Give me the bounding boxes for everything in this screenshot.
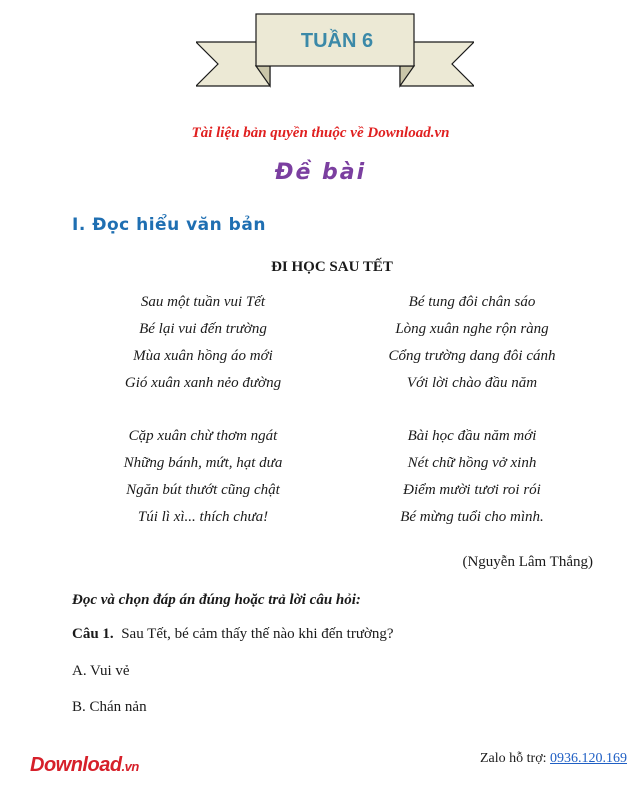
poem-title: ĐI HỌC SAU TẾT (271, 259, 393, 275)
poem-line: Bé mừng tuổi cho mình. (400, 509, 544, 525)
copyright-notice: Tài liệu bản quyền thuộc về Download.vn (191, 125, 450, 141)
exam-title: Đề bài (274, 160, 367, 185)
poem-line: Điểm mười tươi roi rói (403, 482, 541, 498)
poem-line: Cổng trường dang đôi cánh (388, 348, 556, 364)
poem-line: Túi lì xì... thích chưa! (137, 509, 269, 525)
answer-option-b: B. Chán nản (72, 699, 147, 715)
poem-line: Lòng xuân nghe rộn ràng (395, 321, 549, 337)
question-label: Câu 1. (72, 626, 114, 642)
poem-line: Mùa xuân hồng áo mới (133, 348, 273, 364)
question-text: Sau Tết, bé cảm thấy thế nào khi đến trường? (121, 626, 394, 642)
poem-line: Ngăn bút thướt cũng chật (126, 482, 280, 498)
download-logo[interactable] (30, 754, 139, 777)
poem-line: Những bánh, mứt, hạt dưa (123, 455, 283, 471)
poem-line: Cặp xuân chừ thơm ngát (128, 428, 278, 444)
poem-line: Bài học đầu năm mới (407, 428, 537, 444)
poem-author: (Nguyễn Lâm Thắng) (462, 554, 593, 570)
section-heading: I. Đọc hiểu văn bản (72, 215, 266, 235)
poem-line: Bé lại vui đến trường (139, 321, 267, 337)
poem-line: Gió xuân xanh nẻo đường (124, 375, 282, 391)
logo-text: Download (30, 754, 122, 776)
instruction-text: Đọc và chọn đáp án đúng hoặc trả lời câu hỏi: (72, 592, 361, 608)
question-1 (72, 626, 394, 643)
zalo-support (480, 751, 627, 767)
zalo-label: Zalo hỗ trợ: (480, 751, 547, 766)
zalo-phone-link[interactable]: 0936.120.169 (550, 751, 627, 766)
poem-line: Với lời chào đầu năm (406, 375, 538, 391)
poem-line: Bé tung đôi chân sáo (408, 294, 536, 310)
week-title: TUẦN 6 (300, 30, 374, 52)
poem-line: Nét chữ hồng vở xinh (407, 455, 537, 471)
logo-tld: .vn (121, 759, 139, 774)
answer-option-a: A. Vui vẻ (72, 663, 130, 679)
poem-line: Sau một tuần vui Tết (140, 294, 266, 310)
